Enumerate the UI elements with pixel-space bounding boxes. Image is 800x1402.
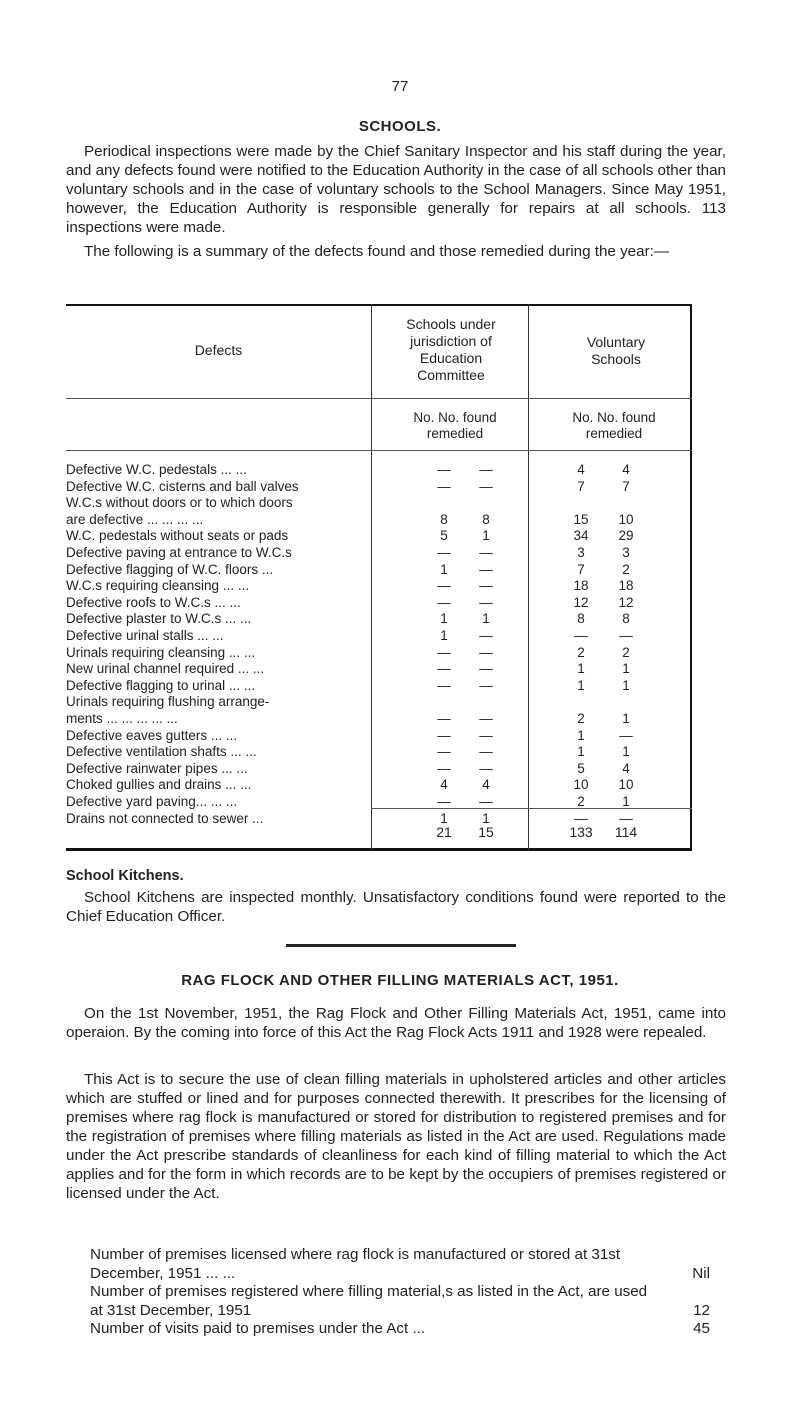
table-bottom-border	[66, 848, 692, 851]
education-found: —	[437, 794, 451, 809]
table-row	[66, 562, 692, 578]
table-row	[66, 744, 692, 760]
voluntary-found: 34	[573, 528, 589, 544]
education-remedied: —	[479, 561, 493, 577]
voluntary-found: 7	[577, 561, 585, 577]
schools-heading: SCHOOLS.	[358, 118, 442, 135]
voluntary-found: 1	[577, 661, 585, 677]
table-row	[66, 462, 692, 478]
defect-label: Defective urinal stalls ... ...	[66, 628, 224, 643]
education-found: —	[437, 462, 451, 477]
education-found: —	[437, 711, 451, 726]
header-education-committee: Schools under jurisdiction of Education Committee	[406, 316, 496, 383]
header-defects: Defects	[194, 342, 243, 358]
subheader-voluntary: No. No. found remedied	[572, 410, 656, 441]
table-row	[66, 794, 692, 810]
schools-paragraph-2: The following is a summary of the defects found and those remedied during the year:—	[84, 243, 670, 260]
defect-label: Defective yard paving... ... ...	[66, 794, 238, 809]
total-education-remedied: 15	[478, 824, 494, 840]
table-row	[66, 711, 692, 727]
education-found: —	[437, 727, 451, 743]
stat-value: 45	[693, 1320, 710, 1337]
voluntary-found: 4	[577, 462, 585, 477]
education-remedied: —	[479, 545, 493, 560]
voluntary-remedied: 1	[622, 661, 630, 677]
voluntary-remedied: 1	[622, 744, 630, 760]
voluntary-found: 8	[577, 611, 585, 627]
defect-label: Urinals requiring flushing arrange-	[66, 694, 270, 710]
education-found: —	[437, 545, 451, 560]
voluntary-found: 1	[577, 677, 585, 693]
table-row	[66, 777, 692, 793]
voluntary-remedied: 29	[618, 528, 634, 544]
education-remedied: 4	[482, 777, 490, 793]
defect-label: Defective flagging of W.C. floors ...	[66, 561, 274, 577]
defect-label: Defective rainwater pipes ... ...	[66, 760, 248, 776]
education-found: —	[437, 578, 451, 594]
education-remedied: 1	[482, 611, 490, 627]
stat-licensed-premises: Number of premises licensed where rag flock is manufactured or stored at 31st December, 1951 ... ... Nil	[90, 1246, 710, 1282]
voluntary-remedied: 1	[622, 677, 630, 693]
defect-label: Defective eaves gutters ... ...	[66, 727, 238, 743]
voluntary-remedied: 1	[622, 794, 630, 809]
page-number: 77	[391, 78, 409, 95]
table-row	[66, 645, 692, 661]
table-row	[66, 661, 692, 677]
table-row	[66, 528, 692, 544]
education-found: —	[437, 677, 451, 693]
stat-value: 12	[693, 1301, 710, 1319]
table-row	[66, 694, 692, 710]
education-remedied: —	[479, 744, 493, 760]
education-found: —	[437, 478, 451, 494]
education-found: 1	[440, 810, 448, 826]
header-divider	[66, 398, 692, 399]
education-found: —	[437, 661, 451, 677]
header-voluntary-schools: Voluntary Schools	[586, 334, 646, 367]
total-voluntary-remedied: 114	[614, 824, 638, 840]
defect-label: W.C.s requiring cleansing ... ...	[66, 578, 250, 594]
defect-label: Defective paving at entrance to W.C.s	[66, 545, 292, 560]
voluntary-found: 1	[577, 744, 585, 760]
defect-label: W.C.s without doors or to which doors	[66, 495, 293, 511]
education-found: 1	[440, 628, 448, 643]
education-remedied: 8	[482, 511, 490, 527]
defects-table	[66, 304, 692, 850]
education-remedied: —	[479, 462, 493, 477]
voluntary-found: 12	[573, 594, 589, 610]
table-row	[66, 479, 692, 495]
voluntary-found: 15	[573, 511, 589, 527]
education-found: 5	[440, 528, 448, 544]
education-found: 4	[440, 777, 448, 793]
education-remedied: 1	[482, 528, 490, 544]
education-found: —	[437, 744, 451, 760]
voluntary-remedied: 1	[622, 711, 630, 726]
rag-flock-heading: RAG FLOCK AND OTHER FILLING MATERIALS ACT, 1951.	[181, 972, 619, 989]
table-top-border	[66, 304, 692, 306]
defect-label: Defective flagging to urinal ... ...	[66, 677, 256, 693]
defect-label: Defective roofs to W.C.s ... ...	[66, 594, 241, 610]
education-remedied: —	[479, 628, 493, 643]
education-found: 8	[440, 511, 448, 527]
education-remedied: —	[479, 661, 493, 677]
defect-label: ments ... ... ... ... ...	[66, 711, 178, 726]
education-remedied: —	[479, 644, 493, 660]
voluntary-found: 10	[573, 777, 589, 793]
section-divider	[286, 944, 516, 947]
table-row	[66, 761, 692, 777]
voluntary-found: 7	[577, 478, 585, 494]
schools-paragraph-1: Periodical inspections were made by the Chief Sanitary Inspector and his staff during the year, and any defects found were notified to the Education Authority in the case of all schools other than voluntary schools and in the case of voluntary schools to the School Managers. Since May 1951, however, the Education Authority is responsible generally for repairs at all schools. 113 inspections were made.	[66, 143, 726, 236]
table-row	[66, 611, 692, 627]
education-remedied: —	[479, 478, 493, 494]
defect-label: Defective W.C. cisterns and ball valves	[66, 478, 299, 494]
subheader-education: No. No. found remedied	[413, 410, 497, 441]
stat-visits: Number of visits paid to premises under the Act ... 45	[90, 1320, 710, 1337]
defect-label: Defective W.C. pedestals ... ...	[66, 462, 247, 477]
education-found: 1	[440, 611, 448, 627]
education-remedied: 1	[482, 810, 490, 826]
table-row	[66, 595, 692, 611]
education-remedied: —	[479, 578, 493, 594]
defect-label: Defective plaster to W.C.s ... ...	[66, 611, 252, 627]
total-education-found: 21	[436, 824, 452, 840]
education-remedied: —	[479, 594, 493, 610]
rag-flock-paragraph-2: This Act is to secure the use of clean filling materials in upholstered articles and other articles which are stuffed or lined and for purposes connected therewith. It prescribes for the licensing of premises where rag flock is manufactured or stored for distribution to registered premises and for the registration of premises where filling materials as listed in the Act are used. Regulations made under the Act prescribe standards of cleanliness for each kind of filling material to which the Act applies and for the form in which records are to be kept by the occupiers of premises registered or licensed under the Act.	[66, 1071, 726, 1202]
education-remedied: —	[479, 677, 493, 693]
voluntary-remedied: 3	[622, 545, 630, 560]
voluntary-remedied: —	[619, 727, 633, 743]
voluntary-found: —	[574, 810, 588, 826]
table-row	[66, 495, 692, 511]
education-remedied: —	[479, 794, 493, 809]
stat-registered-premises: Number of premises registered where filling material,s as listed in the Act, are used at 31st December, 1951 12	[90, 1283, 710, 1319]
education-found: —	[437, 644, 451, 660]
table-row	[66, 628, 692, 644]
education-found: 1	[440, 561, 448, 577]
voluntary-remedied: 12	[618, 594, 634, 610]
defect-label: New urinal channel required ... ...	[66, 661, 265, 677]
education-remedied: —	[479, 760, 493, 776]
total-voluntary-found: 133	[569, 824, 593, 840]
voluntary-remedied: 7	[622, 478, 630, 494]
voluntary-remedied: 8	[622, 611, 630, 627]
voluntary-found: —	[574, 628, 588, 643]
voluntary-remedied: 2	[622, 644, 630, 660]
voluntary-remedied: 10	[618, 511, 634, 527]
kitchens-heading: School Kitchens.	[66, 868, 184, 884]
voluntary-remedied: 2	[622, 561, 630, 577]
voluntary-remedied: 10	[618, 777, 634, 793]
education-found: —	[437, 760, 451, 776]
defect-label: Choked gullies and drains ... ...	[66, 777, 252, 793]
rag-flock-paragraph-1: On the 1st November, 1951, the Rag Flock and Other Filling Materials Act, 1951, came into operaion. By the coming into force of this Act the Rag Flock Acts 1911 and 1928 were repealed.	[66, 1005, 726, 1041]
voluntary-remedied: 18	[618, 578, 634, 594]
voluntary-found: 2	[577, 644, 585, 660]
voluntary-found: 5	[577, 760, 585, 776]
defect-label: Drains not connected to sewer ...	[66, 810, 264, 826]
defect-label: are defective ... ... ... ...	[66, 511, 204, 527]
subheader-divider	[66, 450, 692, 451]
education-found: —	[437, 594, 451, 610]
defect-label: W.C. pedestals without seats or pads	[66, 528, 289, 544]
voluntary-remedied: —	[619, 810, 633, 826]
education-remedied: —	[479, 727, 493, 743]
education-remedied: —	[479, 711, 493, 726]
kitchens-paragraph: School Kitchens are inspected monthly. Unsatisfactory conditions found were reported to the Chief Education Officer.	[66, 889, 726, 925]
voluntary-remedied: —	[619, 628, 633, 643]
voluntary-found: 18	[573, 578, 589, 594]
voluntary-found: 3	[577, 545, 585, 560]
voluntary-remedied: 4	[622, 462, 630, 477]
voluntary-found: 1	[577, 727, 585, 743]
table-row	[66, 728, 692, 744]
voluntary-found: 2	[577, 711, 585, 726]
stat-value: Nil	[692, 1264, 710, 1282]
defect-label: Urinals requiring cleansing ... ...	[66, 644, 256, 660]
rag-flock-statistics	[90, 1246, 710, 1339]
defect-label: Defective ventilation shafts ... ...	[66, 744, 257, 760]
table-row	[66, 678, 692, 694]
voluntary-found: 2	[577, 794, 585, 809]
voluntary-remedied: 4	[622, 760, 630, 776]
table-row	[66, 578, 692, 594]
table-row	[66, 512, 692, 528]
table-row	[66, 545, 692, 561]
